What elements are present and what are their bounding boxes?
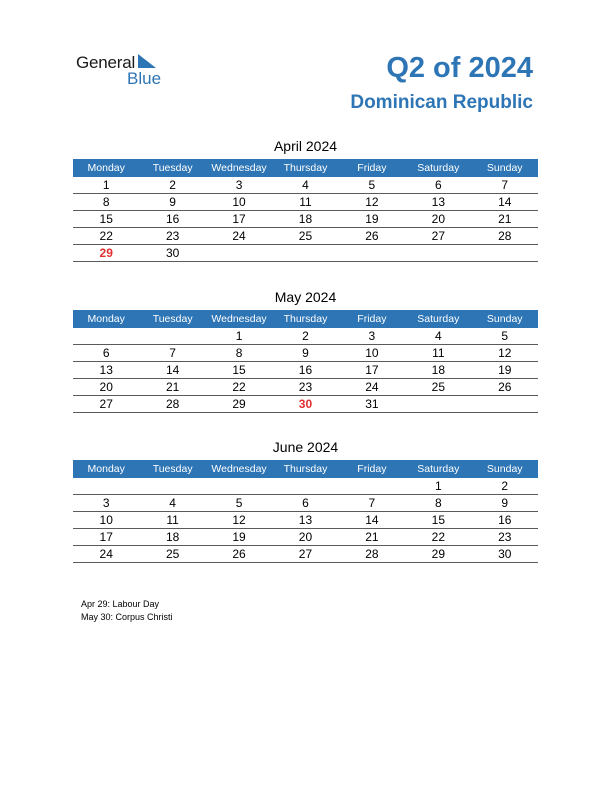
day-cell bbox=[73, 478, 139, 494]
day-cell: 11 bbox=[299, 195, 312, 209]
day-cell: 10 bbox=[232, 195, 246, 209]
day-cell: 16 bbox=[165, 212, 180, 226]
day-cell: 6 bbox=[434, 178, 442, 192]
weekday-label: Tuesday bbox=[152, 313, 193, 325]
logo-blue-text: Blue bbox=[127, 69, 162, 88]
weekday-label: Thursday bbox=[283, 313, 328, 325]
week-row bbox=[73, 546, 538, 563]
weekday-header bbox=[73, 460, 538, 478]
week-row bbox=[73, 345, 538, 362]
day-cell: 22 bbox=[99, 229, 113, 243]
day-cell: 27 bbox=[99, 397, 113, 411]
day-cell: 13 bbox=[298, 513, 313, 527]
day-cell: 5 bbox=[501, 329, 509, 343]
day-cell: 28 bbox=[165, 397, 180, 411]
day-cell: 15 bbox=[232, 363, 246, 377]
day-cell: 15 bbox=[99, 212, 113, 226]
day-cell: 26 bbox=[365, 229, 379, 243]
weekday-label: Sunday bbox=[486, 162, 523, 174]
day-cell: 11 bbox=[432, 346, 445, 360]
day-cell: 1 bbox=[235, 329, 243, 343]
weekday-label: Friday bbox=[357, 463, 387, 475]
day-cell: 2 bbox=[501, 479, 509, 493]
day-cell: 13 bbox=[431, 195, 445, 209]
day-cell: 25 bbox=[431, 380, 445, 394]
page-title: Q2 of 2024 bbox=[386, 52, 533, 84]
day-cell: 23 bbox=[298, 380, 313, 394]
day-cell: 22 bbox=[431, 530, 445, 544]
day-cell: 12 bbox=[365, 195, 379, 209]
general-blue-logo bbox=[76, 52, 176, 88]
day-cell: 24 bbox=[365, 380, 379, 394]
day-cell bbox=[139, 328, 205, 344]
day-cell: 12 bbox=[232, 513, 246, 527]
month-calendar-june bbox=[73, 438, 538, 563]
day-cell: 4 bbox=[302, 178, 309, 192]
month-title: April 2024 bbox=[273, 138, 338, 154]
day-cell: 14 bbox=[498, 195, 512, 209]
weekday-header bbox=[73, 310, 538, 328]
day-cell: 15 bbox=[431, 513, 445, 527]
day-cell: 18 bbox=[431, 363, 445, 377]
weekday-label: Wednesday bbox=[211, 162, 267, 174]
day-cell: 1 bbox=[434, 479, 442, 493]
day-cell: 26 bbox=[232, 547, 246, 561]
day-cell: 5 bbox=[235, 496, 243, 510]
holiday-day-cell: 29 bbox=[99, 246, 113, 260]
week-row bbox=[73, 478, 538, 495]
day-cell: 20 bbox=[298, 530, 313, 544]
day-cell: 19 bbox=[232, 530, 246, 544]
day-cell: 3 bbox=[368, 329, 376, 343]
day-cell: 8 bbox=[102, 195, 110, 209]
day-cell: 27 bbox=[431, 229, 445, 243]
day-cell: 21 bbox=[165, 380, 180, 394]
day-cell: 1 bbox=[102, 178, 110, 192]
week-row bbox=[73, 177, 538, 194]
day-cell: 9 bbox=[302, 346, 309, 360]
week-row bbox=[73, 245, 538, 262]
day-cell: 7 bbox=[501, 178, 509, 192]
weekday-label: Saturday bbox=[417, 313, 460, 325]
month-title: May 2024 bbox=[274, 289, 337, 305]
holiday-day-cell: 30 bbox=[298, 397, 313, 411]
day-cell: 29 bbox=[232, 397, 246, 411]
day-cell bbox=[139, 478, 205, 494]
day-cell: 17 bbox=[232, 212, 246, 226]
day-cell bbox=[206, 478, 272, 494]
day-cell: 28 bbox=[498, 229, 512, 243]
week-row bbox=[73, 328, 538, 345]
day-cell: 10 bbox=[365, 346, 379, 360]
day-cell: 20 bbox=[431, 212, 445, 226]
weekday-label: Friday bbox=[357, 313, 387, 325]
day-cell: 2 bbox=[302, 329, 309, 343]
day-cell: 31 bbox=[365, 397, 379, 411]
weekday-label: Saturday bbox=[417, 162, 460, 174]
day-cell: 30 bbox=[165, 246, 180, 260]
weekday-label: Friday bbox=[357, 162, 387, 174]
weekday-label: Sunday bbox=[486, 313, 523, 325]
day-cell: 8 bbox=[235, 346, 243, 360]
day-cell: 5 bbox=[368, 178, 376, 192]
weekday-label: Monday bbox=[87, 162, 125, 174]
week-row bbox=[73, 495, 538, 512]
holiday-note: May 30: Corpus Christi bbox=[81, 612, 173, 622]
weekday-label: Sunday bbox=[486, 463, 523, 475]
day-cell: 16 bbox=[298, 363, 313, 377]
day-cell: 2 bbox=[169, 178, 176, 192]
day-cell: 19 bbox=[365, 212, 379, 226]
day-cell: 4 bbox=[434, 329, 442, 343]
day-cell: 16 bbox=[498, 513, 512, 527]
weekday-label: Monday bbox=[87, 313, 125, 325]
day-cell: 21 bbox=[365, 530, 379, 544]
day-cell: 24 bbox=[232, 229, 246, 243]
month-calendar-may bbox=[73, 288, 538, 413]
day-cell: 29 bbox=[431, 547, 445, 561]
day-cell: 8 bbox=[434, 496, 442, 510]
week-row bbox=[73, 362, 538, 379]
day-cell: 12 bbox=[498, 346, 512, 360]
holiday-notes bbox=[81, 598, 173, 624]
day-cell: 14 bbox=[365, 513, 379, 527]
day-cell bbox=[339, 478, 405, 494]
day-cell bbox=[472, 396, 538, 412]
day-cell bbox=[472, 245, 538, 261]
day-cell: 6 bbox=[102, 346, 110, 360]
month-title: June 2024 bbox=[272, 439, 339, 455]
weekday-label: Thursday bbox=[283, 162, 328, 174]
day-cell: 13 bbox=[99, 363, 113, 377]
weekday-label: Monday bbox=[87, 463, 125, 475]
day-cell bbox=[272, 478, 338, 494]
weekday-label: Tuesday bbox=[152, 162, 193, 174]
day-cell: 4 bbox=[169, 496, 176, 510]
day-cell: 26 bbox=[498, 380, 512, 394]
day-cell: 17 bbox=[365, 363, 379, 377]
day-cell bbox=[272, 245, 338, 261]
weekday-label: Thursday bbox=[283, 463, 328, 475]
day-cell: 24 bbox=[99, 547, 113, 561]
week-row bbox=[73, 396, 538, 413]
day-cell: 7 bbox=[368, 496, 376, 510]
day-cell: 3 bbox=[235, 178, 243, 192]
day-cell: 18 bbox=[165, 530, 180, 544]
day-cell: 9 bbox=[501, 496, 509, 510]
day-cell bbox=[73, 328, 139, 344]
day-cell: 28 bbox=[365, 547, 379, 561]
day-cell: 9 bbox=[169, 195, 176, 209]
day-cell: 14 bbox=[165, 363, 180, 377]
day-cell: 18 bbox=[298, 212, 313, 226]
weekday-label: Wednesday bbox=[211, 463, 267, 475]
day-cell: 17 bbox=[99, 530, 113, 544]
day-cell: 25 bbox=[165, 547, 180, 561]
week-row bbox=[73, 379, 538, 396]
weekday-label: Tuesday bbox=[152, 463, 193, 475]
day-cell bbox=[405, 245, 471, 261]
day-cell: 11 bbox=[166, 513, 179, 527]
day-cell: 20 bbox=[99, 380, 113, 394]
weekday-label: Saturday bbox=[417, 463, 460, 475]
weekday-label: Wednesday bbox=[211, 313, 267, 325]
day-cell: 10 bbox=[99, 513, 113, 527]
day-cell: 6 bbox=[302, 496, 309, 510]
week-row bbox=[73, 228, 538, 245]
weekday-header bbox=[73, 159, 538, 177]
day-cell: 21 bbox=[498, 212, 512, 226]
week-row bbox=[73, 211, 538, 228]
day-cell: 27 bbox=[298, 547, 313, 561]
holiday-note: Apr 29: Labour Day bbox=[81, 599, 160, 609]
day-cell bbox=[206, 245, 272, 261]
day-cell: 23 bbox=[165, 229, 180, 243]
week-row bbox=[73, 194, 538, 211]
day-cell: 19 bbox=[498, 363, 512, 377]
month-calendar-april bbox=[73, 137, 538, 262]
logo-triangle-icon bbox=[138, 54, 156, 68]
day-cell bbox=[405, 396, 471, 412]
day-cell: 30 bbox=[498, 547, 512, 561]
week-row bbox=[73, 512, 538, 529]
day-cell: 23 bbox=[498, 530, 512, 544]
day-cell: 25 bbox=[298, 229, 313, 243]
day-cell bbox=[339, 245, 405, 261]
day-cell: 3 bbox=[102, 496, 110, 510]
week-row bbox=[73, 529, 538, 546]
logo-general-text: General bbox=[76, 53, 136, 72]
day-cell: 22 bbox=[232, 380, 246, 394]
country-name: Dominican Republic bbox=[350, 92, 533, 113]
day-cell: 7 bbox=[169, 346, 176, 360]
